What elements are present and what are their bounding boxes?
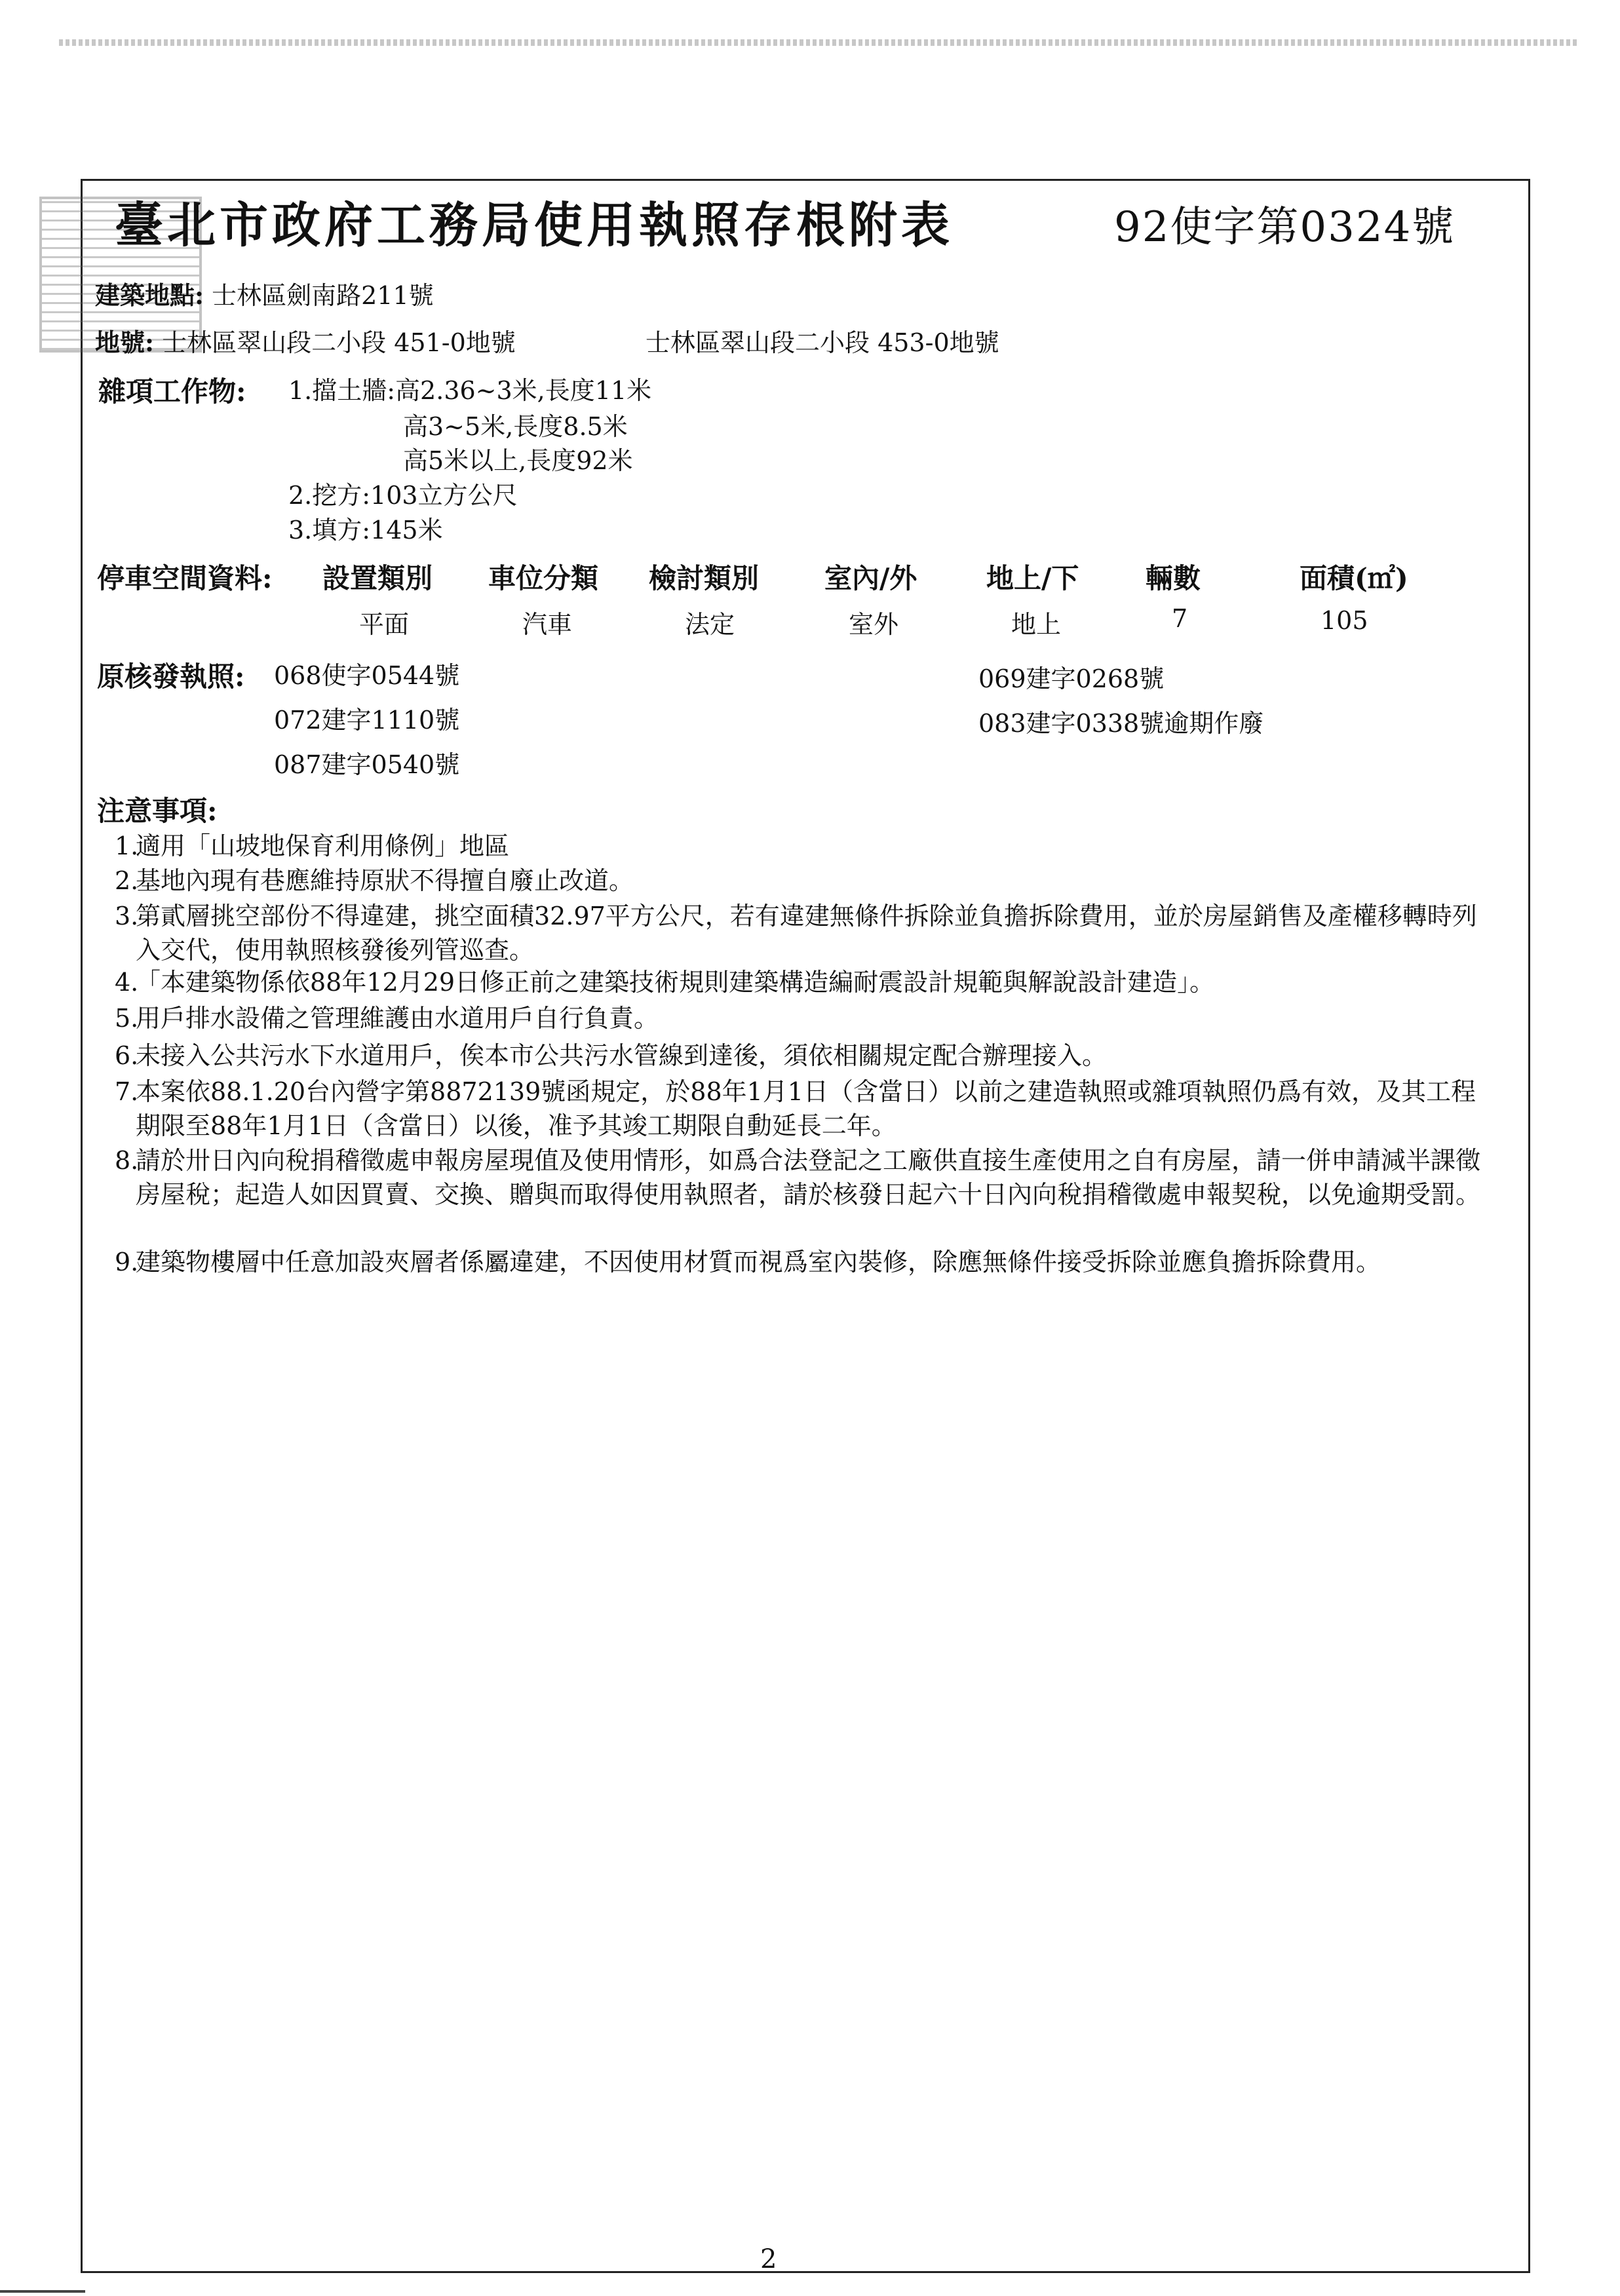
note-item (115, 1245, 1511, 1279)
parking-header: 檢討類別 (649, 562, 760, 594)
parking-header: 車位分類 (488, 562, 599, 594)
note-item (115, 1075, 1511, 1143)
original-permit: 069建字0268號 (978, 664, 1165, 693)
original-permit: 083建字0338號逾期作廢 (978, 709, 1264, 738)
parking-label: 停車空間資料: (97, 562, 273, 594)
misc-work-line: 高3~5米,長度8.5米 (403, 412, 628, 441)
note-number: 9. (115, 1248, 139, 1276)
parking-cell: 汽車 (522, 610, 573, 639)
note-number: 6. (115, 1041, 139, 1070)
page-number: 2 (760, 2244, 777, 2274)
misc-works-label: 雜項工作物: (98, 375, 246, 408)
note-item (115, 864, 1511, 898)
note-text: 用戶排水設備之管理維護由水道用戶自行負責。 (136, 1004, 659, 1033)
lot-label: 地號: (95, 328, 155, 357)
parking-cell: 地上 (1011, 610, 1062, 639)
lot-row (95, 322, 516, 358)
note-item (115, 1001, 1511, 1035)
original-permits-label: 原核發執照: (97, 660, 245, 693)
parking-header: 輛數 (1146, 562, 1201, 594)
note-item (115, 899, 1511, 967)
misc-work-line: 高5米以上,長度92米 (403, 446, 633, 475)
note-number: 5. (115, 1004, 139, 1033)
note-number: 2. (115, 866, 139, 895)
original-permit: 087建字0540號 (274, 750, 460, 779)
note-text: 「本建築物係依88年12月29日修正前之建築技術規則建築構造編耐震設計規範與解說設計建造」。 (136, 968, 1215, 997)
note-number: 4. (115, 968, 139, 997)
parking-header: 地上/下 (986, 562, 1079, 594)
note-item (115, 829, 1511, 863)
misc-work-line: 1.擋土牆:高2.36~3米,長度11米 (288, 376, 652, 405)
misc-work-line: 3.填方:145米 (288, 516, 443, 545)
lot-value-1: 士林區翠山段二小段 451-0地號 (162, 328, 516, 357)
note-item (115, 965, 1511, 999)
note-number: 3. (115, 902, 139, 930)
note-text: 請於卅日內向稅捐稽徵處申報房屋現值及使用情形，如爲合法登記之工廠供直接生產使用之自有房屋，請一併申請減半課徵房屋稅；起造人如因買賣、交換、贈與而取得使用執照者，請於核發日起六十日內向稅捐稽徵處申報契稅，以免逾期受罰。 (136, 1146, 1481, 1209)
note-number: 1. (115, 832, 139, 860)
note-number: 8. (115, 1146, 139, 1175)
address-value: 士林區劍南路211號 (212, 281, 434, 310)
scan-artifact-line (59, 39, 1579, 46)
parking-header: 室內/外 (824, 562, 917, 594)
note-item (115, 1039, 1511, 1073)
note-item (115, 1143, 1511, 1212)
note-text: 未接入公共污水下水道用戶，俟本市公共污水管線到達後，須依相關規定配合辦理接入。 (136, 1041, 1108, 1070)
address-label: 建築地點: (95, 280, 204, 310)
note-text: 本案依88.1.20台內營字第8872139號函規定，於88年1月1日（含當日）以前之建造執照或雜項執照仍爲有效，及其工程期限至88年1月1日（含當日）以後，准予其竣工期限自動延長二年。 (136, 1077, 1476, 1140)
note-text: 第貳層挑空部份不得違建，挑空面積32.97平方公尺，若有違建無條件拆除並負擔拆除費用，並於房屋銷售及產權移轉時列入交代，使用執照核發後列管巡查。 (136, 902, 1477, 965)
notes-label: 注意事項: (97, 795, 218, 827)
document-title: 臺北市政府工務局使用執照存根附表 (115, 197, 954, 254)
parking-cell: 室外 (849, 610, 899, 639)
parking-header: 設置類別 (322, 562, 433, 594)
address-row (95, 275, 434, 311)
note-text: 建築物樓層中任意加設夾層者係屬違建，不因使用材質而視爲室內裝修，除應無條件接受拆除並應負擔拆除費用。 (136, 1248, 1381, 1276)
parking-cell: 7 (1172, 604, 1188, 633)
parking-cell: 平面 (359, 610, 410, 639)
parking-cell: 105 (1321, 606, 1368, 635)
scan-edge-line (0, 2290, 85, 2293)
parking-header: 面積(㎡) (1300, 562, 1408, 594)
note-text: 基地內現有巷應維持原狀不得擅自廢止改道。 (136, 866, 634, 895)
lot-value-2: 士林區翠山段二小段 453-0地號 (646, 328, 999, 357)
parking-cell: 法定 (685, 610, 735, 639)
note-number: 7. (115, 1077, 139, 1106)
original-permit: 068使字0544號 (274, 661, 460, 690)
original-permit: 072建字1110號 (274, 706, 460, 735)
note-text: 適用「山坡地保育利用條例」地區 (136, 832, 510, 860)
permit-number: 92使字第0324號 (1114, 203, 1456, 252)
misc-work-line: 2.挖方:103立方公尺 (288, 481, 518, 510)
